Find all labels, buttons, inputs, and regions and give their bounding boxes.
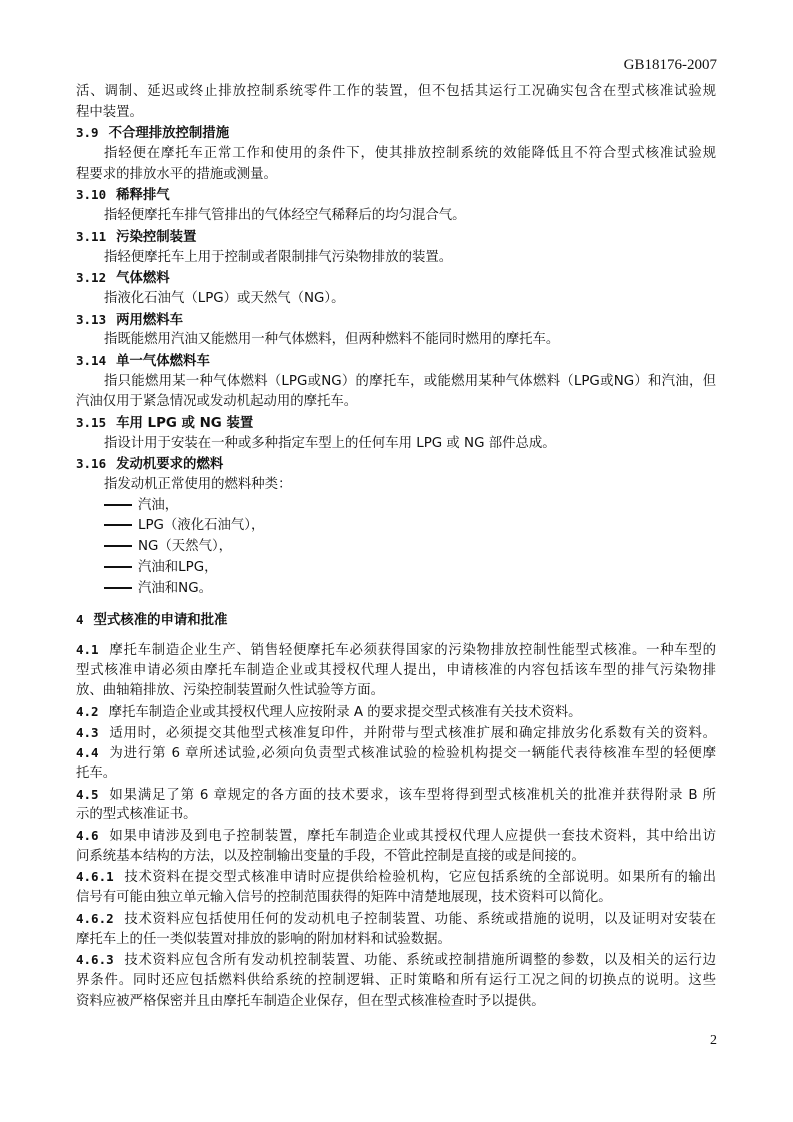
clause-text: 技术资料应包含所有发动机控制装置、功能、系统或控制措施所调整的参数，以及相关的运行边 [123, 953, 716, 969]
clause-number: 4.6.2 [76, 910, 114, 926]
text-line: 程中装置。 [76, 104, 143, 120]
section-title: 发动机要求的燃料 [116, 457, 224, 473]
clause-paragraph [76, 785, 716, 806]
text-line: 活、调制、延迟或终止排放控制系统零件工作的装置，但不包括其运行工况确实包含在型式核准试验规 [76, 84, 716, 99]
text-line: 型式核准申请必须由摩托车制造企业或其授权代理人提出，申请核准的内容包括该车型的排气污染物排 [76, 662, 716, 678]
list-item-text: NG（天然气）， [138, 539, 233, 555]
page-number: 2 [710, 1033, 717, 1048]
spacer [76, 631, 716, 640]
clause-text: 技术资料在提交型式核准申请时应提供给检验机构，它应包括系统的全部说明。如果所有的输出 [123, 870, 716, 886]
list-item [76, 579, 716, 600]
clause-number: 4.6 [76, 828, 99, 844]
clause-text: 摩托车制造企业或其授权代理人应按附录 A 的要求提交型式核准有关技术资料。 [108, 704, 582, 720]
section-heading [76, 610, 716, 631]
section-heading [76, 351, 716, 372]
section-number: 3.11 [76, 228, 107, 244]
dash-bullet-icon [104, 545, 132, 547]
section-number: 3.16 [76, 456, 107, 472]
spacer [76, 599, 716, 610]
text-line: 界条件。同时还应包括燃料供给系统的控制逻辑、正时策略和所有运行工况之间的切换点的说明。这些 [76, 972, 716, 988]
clause-text: 技术资料应包括使用任何的发动机电子控制装置、功能、系统或措施的说明，以及证明对安装在 [123, 911, 716, 927]
text-line: 放、曲轴箱排放、污染控制装置耐久性试验等方面。 [76, 683, 384, 699]
section-heading [76, 123, 716, 144]
list-item [76, 558, 716, 579]
section-heading [76, 227, 716, 248]
clause-paragraph [76, 743, 716, 764]
text-line: 指轻便在摩托车正常工作和使用的条件下，使其排放控制系统的效能降低且不符合型式核准试验规 [104, 146, 716, 162]
dash-bullet-icon [104, 566, 132, 568]
list-item-text: 汽油和NG。 [138, 580, 212, 596]
clause-paragraph [76, 640, 716, 661]
clause-paragraph [76, 909, 716, 930]
clause-number: 4.1 [76, 641, 99, 657]
clause-number: 4.6.1 [76, 869, 114, 885]
text-line: 摩托车上的任一类似装置对排放的影响的附加材料和试验数据。 [76, 931, 451, 947]
clause-paragraph [76, 867, 716, 888]
section-title: 不合理排放控制措施 [108, 126, 230, 142]
list-item [76, 496, 716, 517]
document-id-header: GB18176-2007 [623, 57, 717, 73]
clause-text: 如果满足了第 6 章规定的各方面的技术要求，该车型将得到型式核准机关的批准并获得附录 B 所 [108, 787, 716, 803]
text-line: 指轻便摩托车排气管排出的气体经空气稀释后的均匀混合气。 [104, 208, 466, 224]
section-number: 3.12 [76, 270, 107, 286]
text-line: 资料应被严格保密并且由摩托车制造企业保存，但在型式核准检查时予以提供。 [76, 993, 545, 1009]
list-item [76, 516, 716, 537]
section-title: 单一气体燃料车 [116, 353, 210, 369]
clause-paragraph [76, 826, 716, 847]
text-line: 汽油仅用于紧急情况或发动机起动用的摩托车。 [76, 394, 358, 410]
dash-bullet-icon [104, 587, 132, 589]
section-title: 两用燃料车 [116, 312, 184, 328]
text-line: 示的型式核准证书。 [76, 807, 197, 823]
section-number: 4 [76, 612, 84, 628]
text-line: 信号有可能由独立单元输入信号的控制范围获得的矩阵中清楚地展现，技术资料可以简化。 [76, 890, 612, 906]
list-item-text: 汽油， [138, 497, 179, 513]
text-line: 指设计用于安装在一种或多种指定车型上的任何车用 LPG 或 NG 部件总成。 [104, 435, 556, 451]
list-item-text: 汽油和LPG， [138, 559, 218, 575]
section-heading [76, 454, 716, 475]
section-number: 3.9 [76, 125, 99, 141]
document-body [76, 82, 716, 1012]
text-line: 指只能燃用某一种气体燃料（LPG或NG）的摩托车，或能燃用某种气体燃料（LPG或NG）和汽油，但 [104, 373, 716, 389]
text-line: 指轻便摩托车上用于控制或者限制排气污染物排放的装置。 [104, 249, 453, 265]
clause-paragraph [76, 702, 716, 723]
dash-bullet-icon [104, 524, 132, 526]
clause-number: 4.4 [76, 745, 99, 761]
clause-number: 4.5 [76, 786, 99, 802]
clause-text: 如果申请涉及到电子控制装置，摩托车制造企业或其授权代理人应提供一套技术资料，其中给出访 [108, 829, 716, 845]
section-title: 稀释排气 [116, 188, 170, 204]
section-heading [76, 185, 716, 206]
section-title: 型式核准的申请和批准 [93, 613, 228, 629]
dash-bullet-icon [104, 504, 132, 506]
clause-text: 适用时，必须提交其他型式核准复印件，并附带与型式核准扩展和确定排放劣化系数有关的资料。 [108, 725, 716, 741]
section-number: 3.14 [76, 352, 107, 368]
text-line: 指液化石油气（LPG）或天然气（NG）。 [104, 290, 345, 306]
text-line: 程要求的排放水平的措施或测量。 [76, 166, 277, 182]
clause-paragraph [76, 950, 716, 971]
list-item [76, 537, 716, 558]
clause-number: 4.3 [76, 724, 99, 740]
clause-text: 摩托车制造企业生产、销售轻便摩托车必须获得国家的污染物排放控制性能型式核准。一种车型的 [108, 642, 716, 658]
clause-number: 4.2 [76, 703, 99, 719]
section-heading [76, 268, 716, 289]
text-line: 指发动机正常使用的燃料种类： [104, 477, 292, 493]
text-line: 托车。 [76, 766, 117, 781]
clause-paragraph [76, 723, 716, 744]
clause-text: 为进行第 6 章所述试验,必须向负责型式核准试验的检验机构提交一辆能代表待核准车型的轻便摩 [108, 746, 716, 762]
text-line: 问系统基本结构的方法，以及控制输出变量的手段，不管此控制是直接的或是间接的。 [76, 848, 585, 864]
section-heading [76, 310, 716, 331]
section-number: 3.15 [76, 415, 107, 430]
list-item-text: LPG（液化石油气）， [138, 518, 265, 534]
section-number: 3.10 [76, 187, 107, 203]
section-title: 污染控制装置 [116, 229, 197, 245]
section-number: 3.13 [76, 311, 107, 327]
text-line: 指既能燃用汽油又能燃用一种气体燃料，但两种燃料不能同时燃用的摩托车。 [104, 332, 560, 348]
clause-number: 4.6.3 [76, 952, 114, 968]
section-heading [76, 413, 716, 434]
section-title: 车用 LPG 或 NG 装置 [116, 416, 254, 431]
section-title: 气体燃料 [116, 271, 170, 287]
